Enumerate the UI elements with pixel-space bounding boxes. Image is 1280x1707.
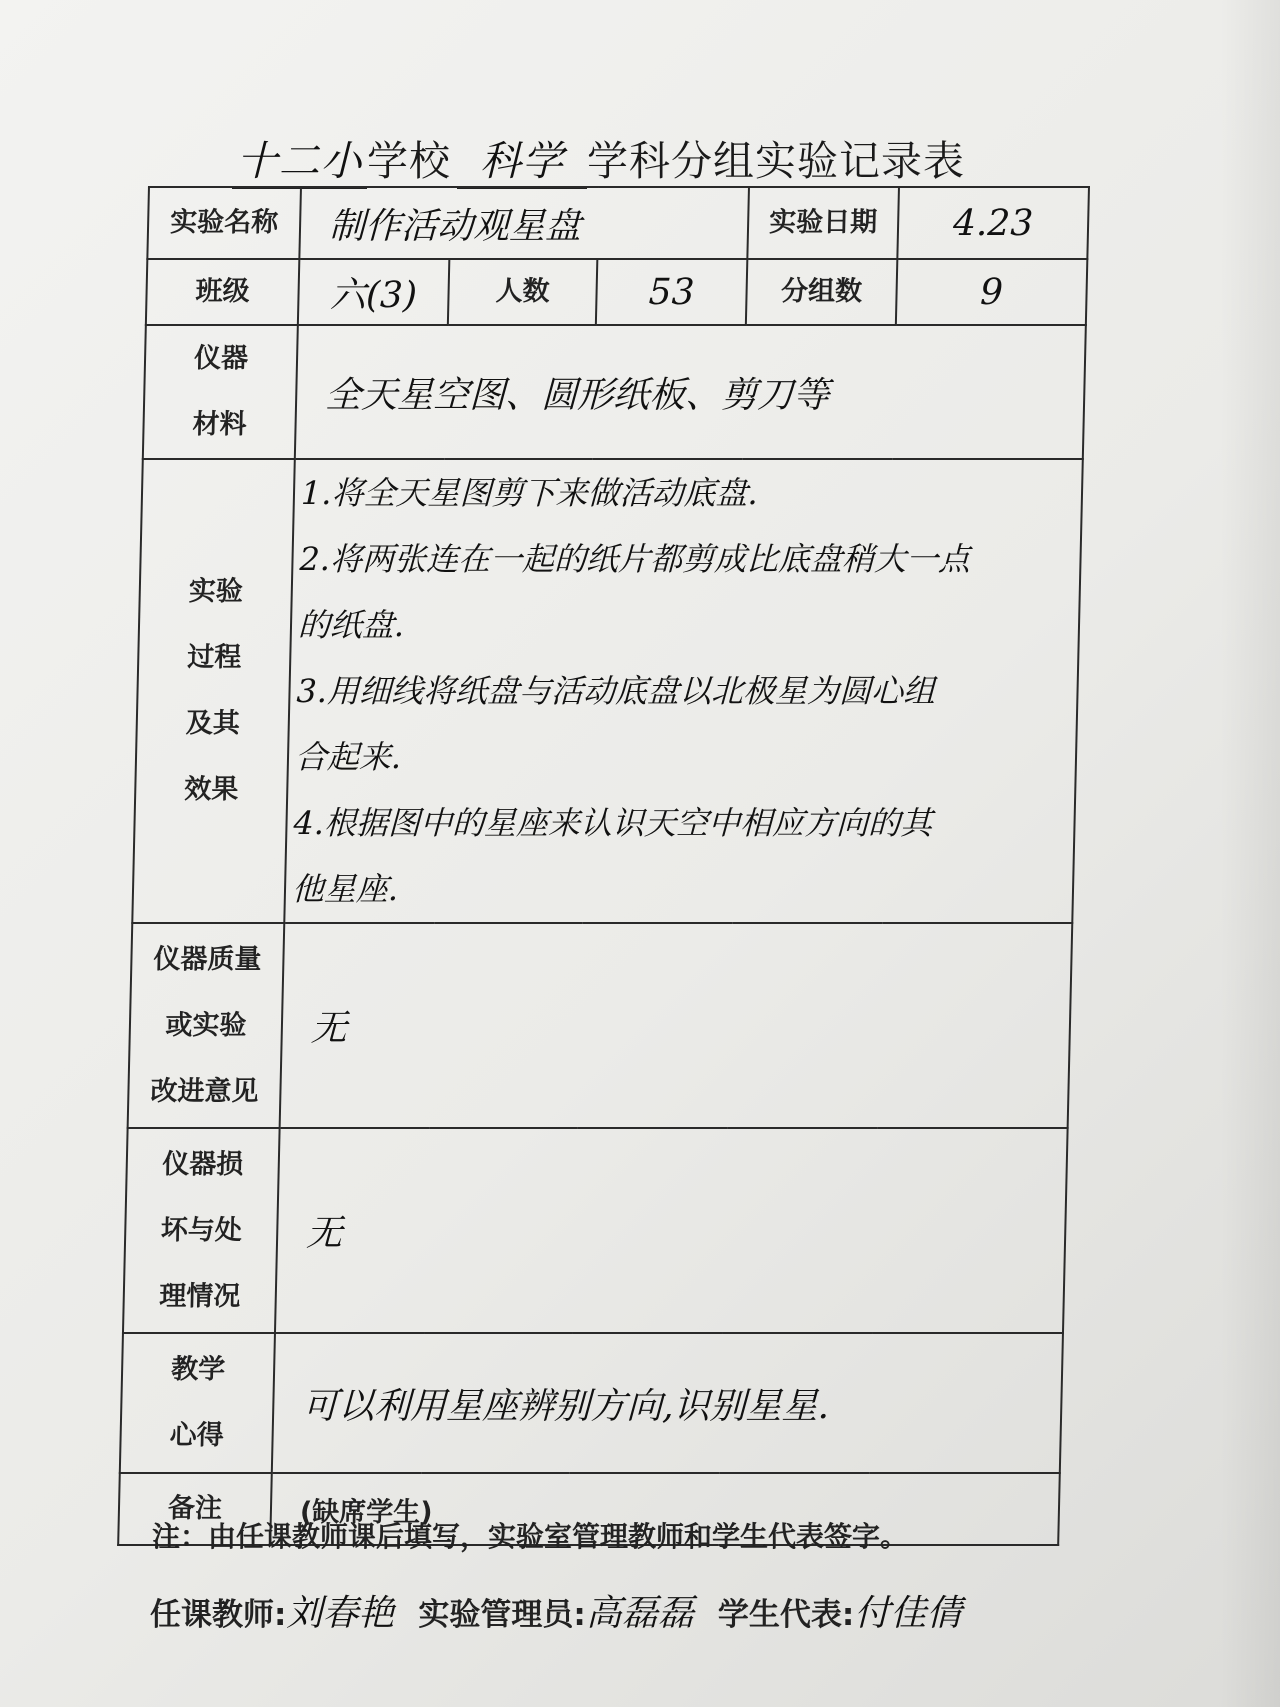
row-experiment-name xyxy=(147,187,1089,259)
process-step-line: 4.根据图中的星座来认识天空中相应方向的其 xyxy=(293,804,933,842)
form-title xyxy=(232,128,1072,188)
quality-label xyxy=(128,923,285,1128)
groups-value: 9 xyxy=(896,259,1087,325)
process-label-line: 实验 xyxy=(188,576,244,607)
reflection-label xyxy=(120,1333,275,1473)
class-label: 班级 xyxy=(146,259,299,325)
teacher-signature: 刘春艳 xyxy=(286,1593,395,1634)
row-class xyxy=(146,259,1088,325)
materials-label-line: 仪器 xyxy=(193,343,249,374)
admin-signature: 高磊磊 xyxy=(585,1593,694,1634)
process-label-line: 效果 xyxy=(183,774,239,805)
record-table xyxy=(117,186,1090,1546)
date-value: 4.23 xyxy=(897,187,1089,259)
process-label xyxy=(132,459,295,923)
reflection-label-line: 教学 xyxy=(170,1354,226,1385)
admin-label: 实验管理员: xyxy=(418,1597,586,1633)
groups-label: 分组数 xyxy=(746,259,897,325)
quality-value: 无 xyxy=(280,923,1073,1128)
row-quality xyxy=(128,923,1073,1128)
damage-value: 无 xyxy=(275,1128,1068,1333)
subject-fill: 科学 xyxy=(457,128,587,189)
teacher-label: 任课教师: xyxy=(150,1597,287,1633)
experiment-name-value: 制作活动观星盘 xyxy=(299,187,749,259)
process-label-line: 及其 xyxy=(185,708,241,739)
remark-label: 备注 xyxy=(118,1473,272,1545)
remark-value: (缺席学生) xyxy=(270,1473,1060,1545)
process-step-line: 合起来. xyxy=(294,738,402,776)
footer-note: 注：由任课教师课后填写，实验室管理教师和学生代表签字。 xyxy=(152,1520,909,1553)
count-value: 53 xyxy=(596,259,748,325)
row-reflection xyxy=(120,1333,1063,1473)
damage-label xyxy=(123,1128,280,1333)
school-label: 学校 xyxy=(367,137,451,185)
row-damage xyxy=(123,1128,1068,1333)
student-label: 学生代表: xyxy=(717,1597,855,1633)
damage-label-line: 仪器损 xyxy=(161,1148,244,1180)
signature-row xyxy=(150,1585,1080,1645)
row-materials xyxy=(143,325,1086,459)
row-process xyxy=(132,459,1083,923)
class-value: 六(3) xyxy=(298,259,449,325)
process-steps xyxy=(284,459,1083,923)
student-signature: 付佳倩 xyxy=(854,1593,963,1634)
process-label-line: 过程 xyxy=(186,642,242,673)
process-step-line: 2.将两张连在一起的纸片都剪成比底盘稍大一点 xyxy=(299,540,971,578)
reflection-value: 可以利用星座辨别方向,识别星星. xyxy=(272,1333,1063,1473)
materials-value: 全天星空图、圆形纸板、剪刀等 xyxy=(295,325,1086,459)
reflection-label-line: 心得 xyxy=(169,1420,224,1451)
materials-label xyxy=(143,325,298,459)
damage-label-line: 坏与处 xyxy=(160,1214,243,1246)
process-step-line: 他星座. xyxy=(291,870,399,908)
experiment-name-label: 实验名称 xyxy=(147,187,301,259)
school-fill: 十二小 xyxy=(232,128,367,189)
damage-label-line: 理情况 xyxy=(158,1280,241,1312)
quality-label-line: 仪器质量 xyxy=(153,943,262,975)
process-step-line: 的纸盘. xyxy=(297,606,405,644)
date-label: 实验日期 xyxy=(747,187,899,259)
process-step-line: 3.用细线将纸盘与活动底盘以北极星为圆心组 xyxy=(296,672,936,710)
quality-label-line: 或实验 xyxy=(165,1009,247,1041)
quality-label-line: 改进意见 xyxy=(150,1075,259,1107)
title-suffix: 学科分组实验记录表 xyxy=(587,137,965,185)
count-label: 人数 xyxy=(448,259,597,325)
materials-label-line: 材料 xyxy=(192,409,247,440)
process-step-line: 1.将全天星图剪下来做活动底盘. xyxy=(300,474,759,512)
paper-shadow xyxy=(1220,0,1280,1707)
